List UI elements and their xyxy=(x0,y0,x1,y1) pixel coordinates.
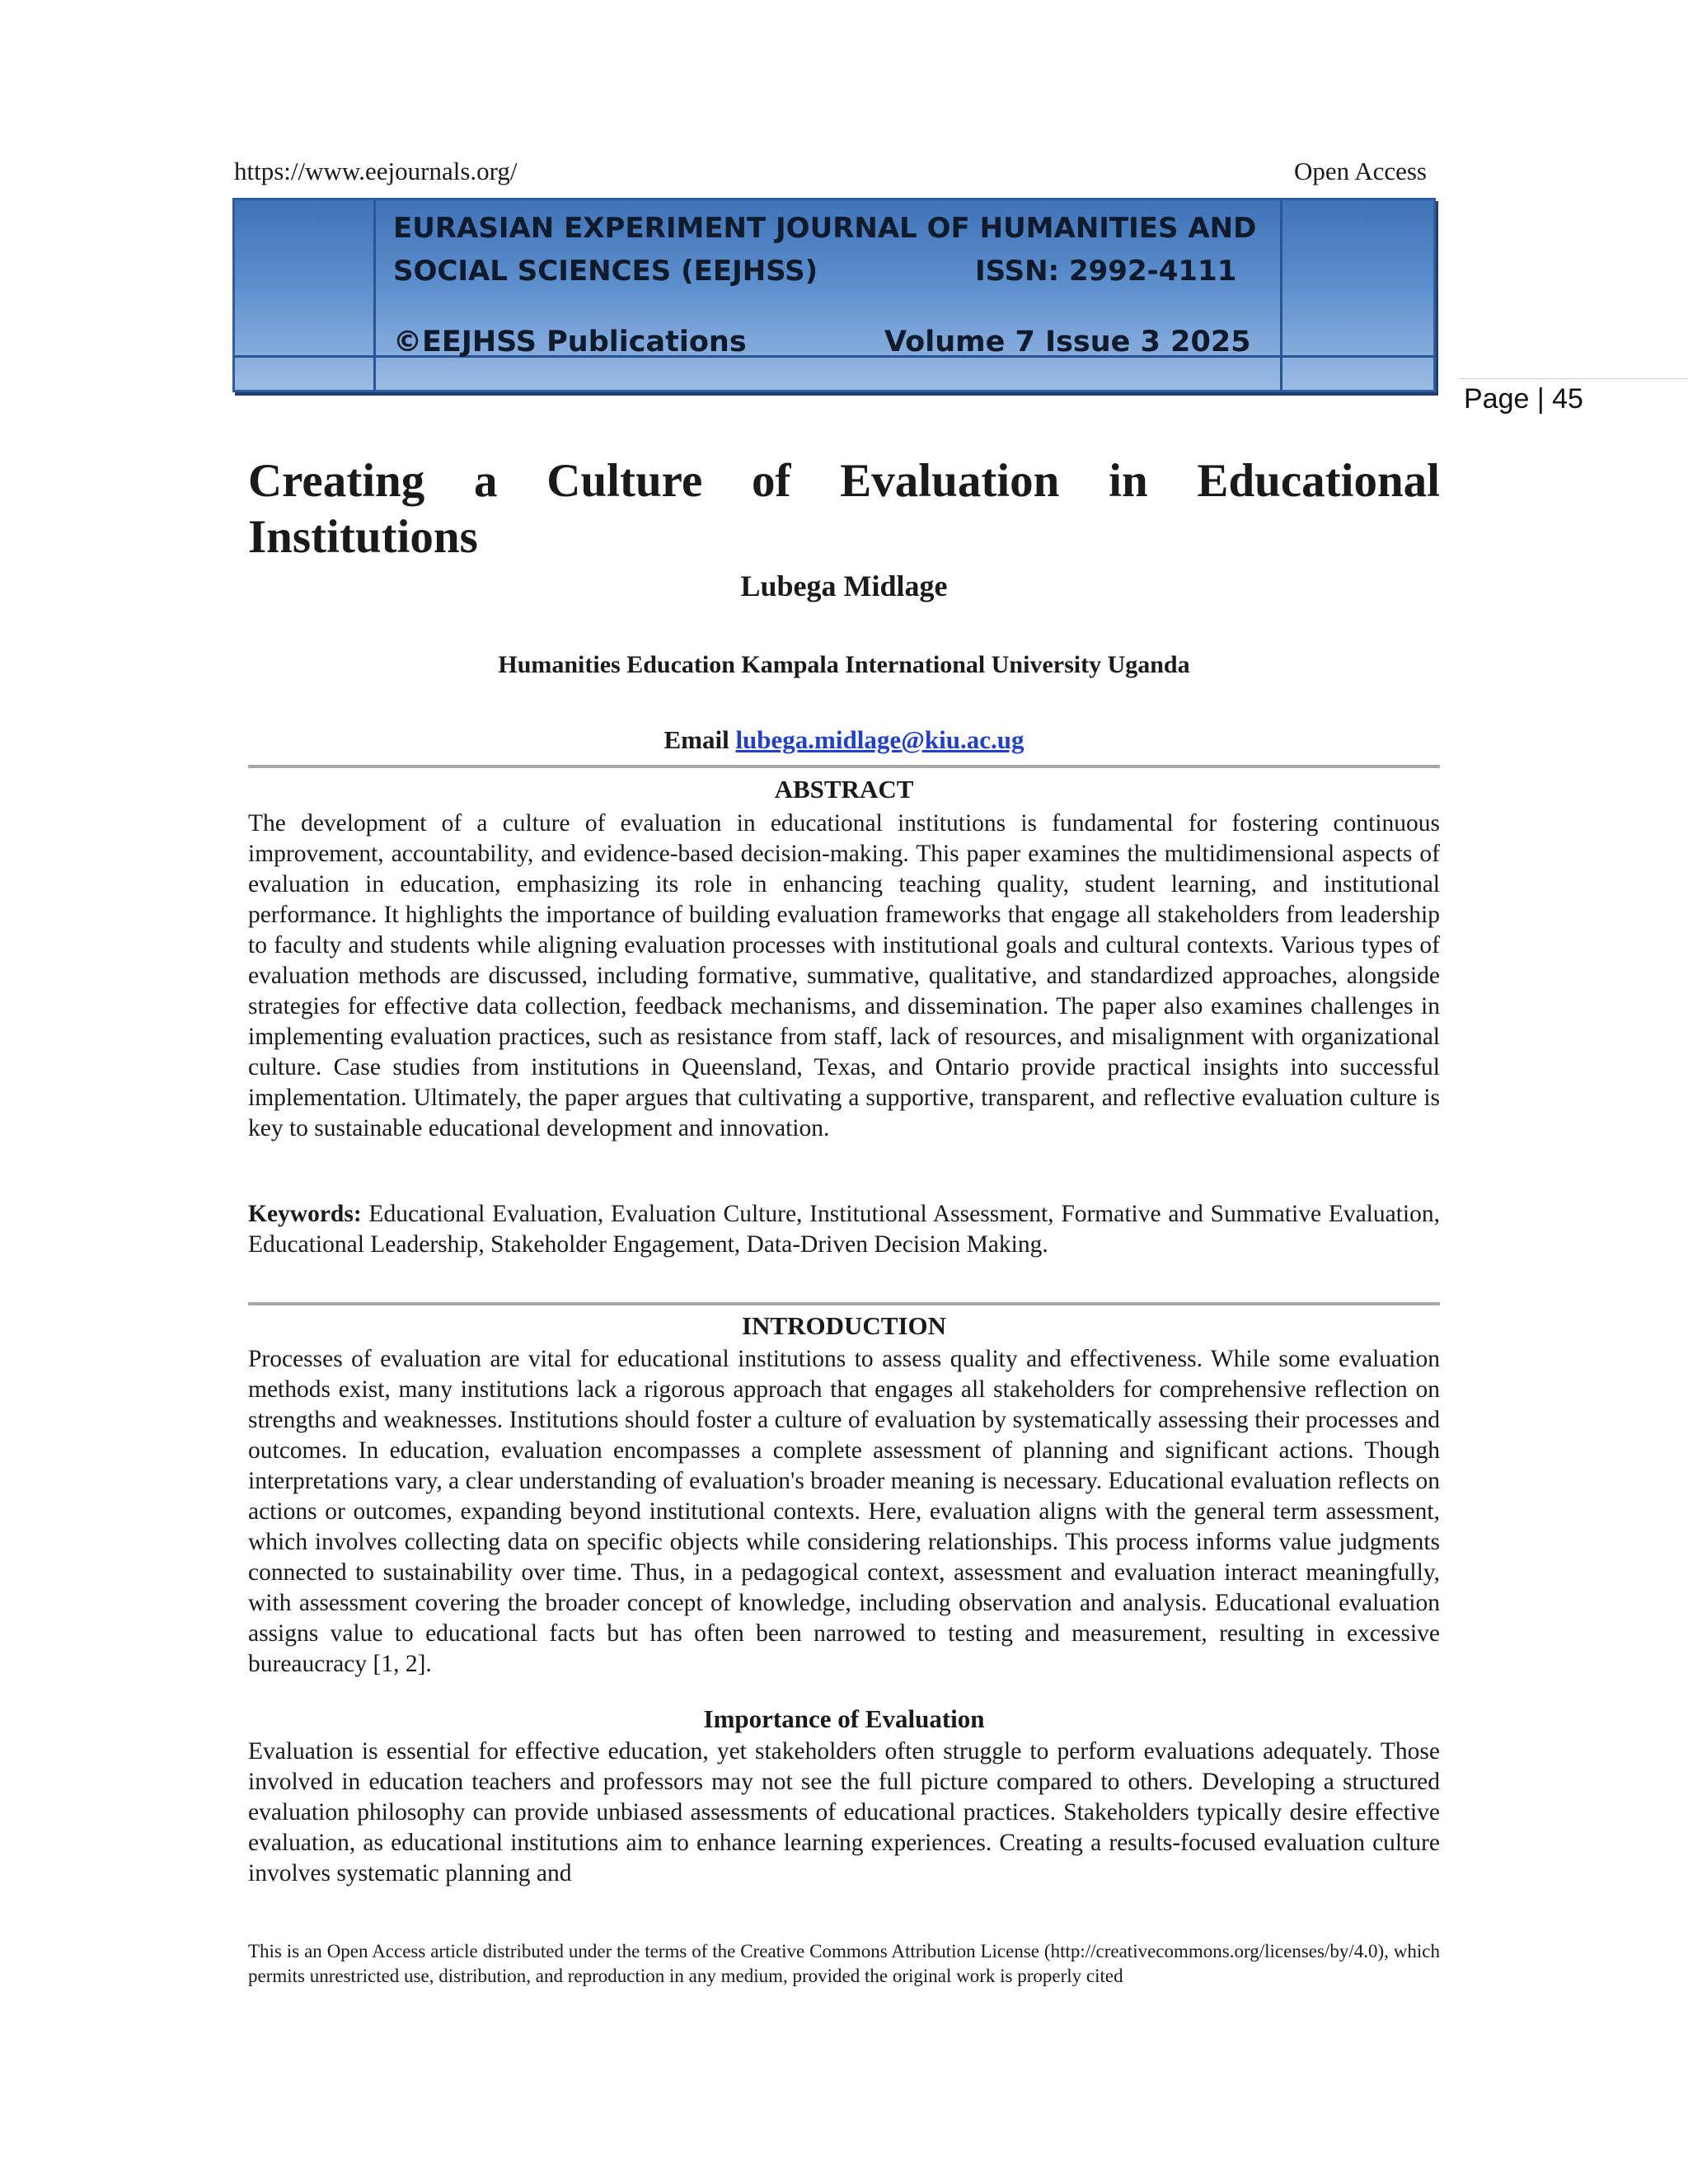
journal-url: https://www.eejournals.org/ xyxy=(234,157,518,185)
open-access-label: Open Access xyxy=(1294,157,1427,185)
introduction-text: Processes of evaluation are vital for educational institutions to assess quality and effectiveness. While some evaluation methods exist, many institutions lack a rigorous approach that engages all stakeholders for comprehensive reflection on strengths and weaknesses. Institutions should foster a culture of evaluation by systematically assessing their processes and outcomes. In education, evaluation encompasses a complete assessment of planning and significant actions. Though interpretations vary, a clear understanding of evaluation's broader meaning is necessary. Educational evaluation reflects on actions or outcomes, expanding beyond institutional contexts. Here, evaluation aligns with the general term assessment, which involves collecting data on specific objects while considering relationships. This process informs value judgments connected to sustainability over time. Thus, in a pedagogical context, assessment and evaluation interact meaningfully, with assessment covering the broader concept of knowledge, including observation and analysis. Educational evaluation assigns value to educational facts but has often been narrowed to testing and measurement, resulting in excessive bureaucracy [1, 2]. xyxy=(248,1346,1440,1677)
author-affiliation: Humanities Education Kampala International University Uganda xyxy=(498,651,1190,678)
keywords-label: Keywords: xyxy=(248,1201,362,1227)
email-link[interactable]: lubega.midlage@kiu.ac.ug xyxy=(735,725,1025,754)
volume-issue-label: Volume 7 Issue 3 2025 xyxy=(884,326,1251,359)
keywords-text: Educational Evaluation, Evaluation Culture, Institutional Assessment, Formative and Summative Evaluation, Educational Leadership, Stakeholder Engagement, Data-Driven Decision Making. xyxy=(248,1201,1440,1258)
keywords-paragraph xyxy=(248,1199,1440,1260)
author-name: Lubega Midlage xyxy=(740,569,948,602)
article-title: Creating a Culture of Evaluation in Educational Institutions xyxy=(248,455,1440,563)
importance-text: Evaluation is essential for effective education, yet stakeholders often struggle to perform evaluations adequately. Those involved in education teachers and professors may not see the full picture compared to others. Developing a structured evaluation philosophy can provide unbiased assessments of educational practices. Stakeholders typically desire effective evaluation, as educational institutions aim to enhance learning experiences. Creating a results-focused evaluation culture involves systematic planning and xyxy=(248,1738,1440,1886)
importance-heading: Importance of Evaluation xyxy=(703,1704,985,1733)
page-number-rule xyxy=(1459,378,1688,379)
banner-divider-left xyxy=(373,200,376,390)
divider-rule xyxy=(248,765,1440,768)
abstract-heading: ABSTRACT xyxy=(774,775,914,804)
journal-banner xyxy=(232,198,1436,392)
email-label: Email xyxy=(663,725,729,754)
banner-divider-right xyxy=(1280,200,1282,390)
publisher-label: ©EEJHSS Publications xyxy=(393,326,747,359)
abstract-text: The development of a culture of evaluation in educational institutions is fundamental for fostering continuous improvement, accountability, and evidence-based decision-making. This paper examines the multidimensional aspects of evaluation in education, emphasizing its role in enhancing teaching quality, student learning, and institutional performance. It highlights the importance of building evaluation frameworks that engage all stakeholders from leadership to faculty and students while aligning evaluation processes with institutional goals and cultural contexts. Various types of evaluation methods are discussed, including formative, summative, qualitative, and standardized approaches, alongside strategies for effective data collection, feedback mechanisms, and dissemination. The paper also examines challenges in implementing evaluation practices, such as resistance from staff, lack of resources, and misalignment with organizational culture. Case studies from institutions in Queensland, Texas, and Ontario provide practical insights into successful implementation. Ultimately, the paper argues that cultivating a supportive, transparent, and reflective evaluation culture is key to sustainable educational development and innovation. xyxy=(248,810,1440,1141)
introduction-heading: INTRODUCTION xyxy=(741,1311,947,1340)
page-number: Page | 45 xyxy=(1464,383,1583,415)
journal-name-line1: EURASIAN EXPERIMENT JOURNAL OF HUMANITIES AND xyxy=(393,212,1257,245)
issn-label: ISSN: 2992-4111 xyxy=(975,255,1237,288)
divider-rule xyxy=(248,1302,1440,1305)
license-footer: This is an Open Access article distributed under the terms of the Creative Commons Attribution License (http://creativecommons.org/licenses/by/4.0), which permits unrestricted use, distribution, and reproduction in any medium, provided the original work is properly cited xyxy=(248,1941,1440,1986)
author-email-line xyxy=(248,725,1440,755)
journal-name-line2: SOCIAL SCIENCES (EEJHSS) xyxy=(393,255,818,288)
